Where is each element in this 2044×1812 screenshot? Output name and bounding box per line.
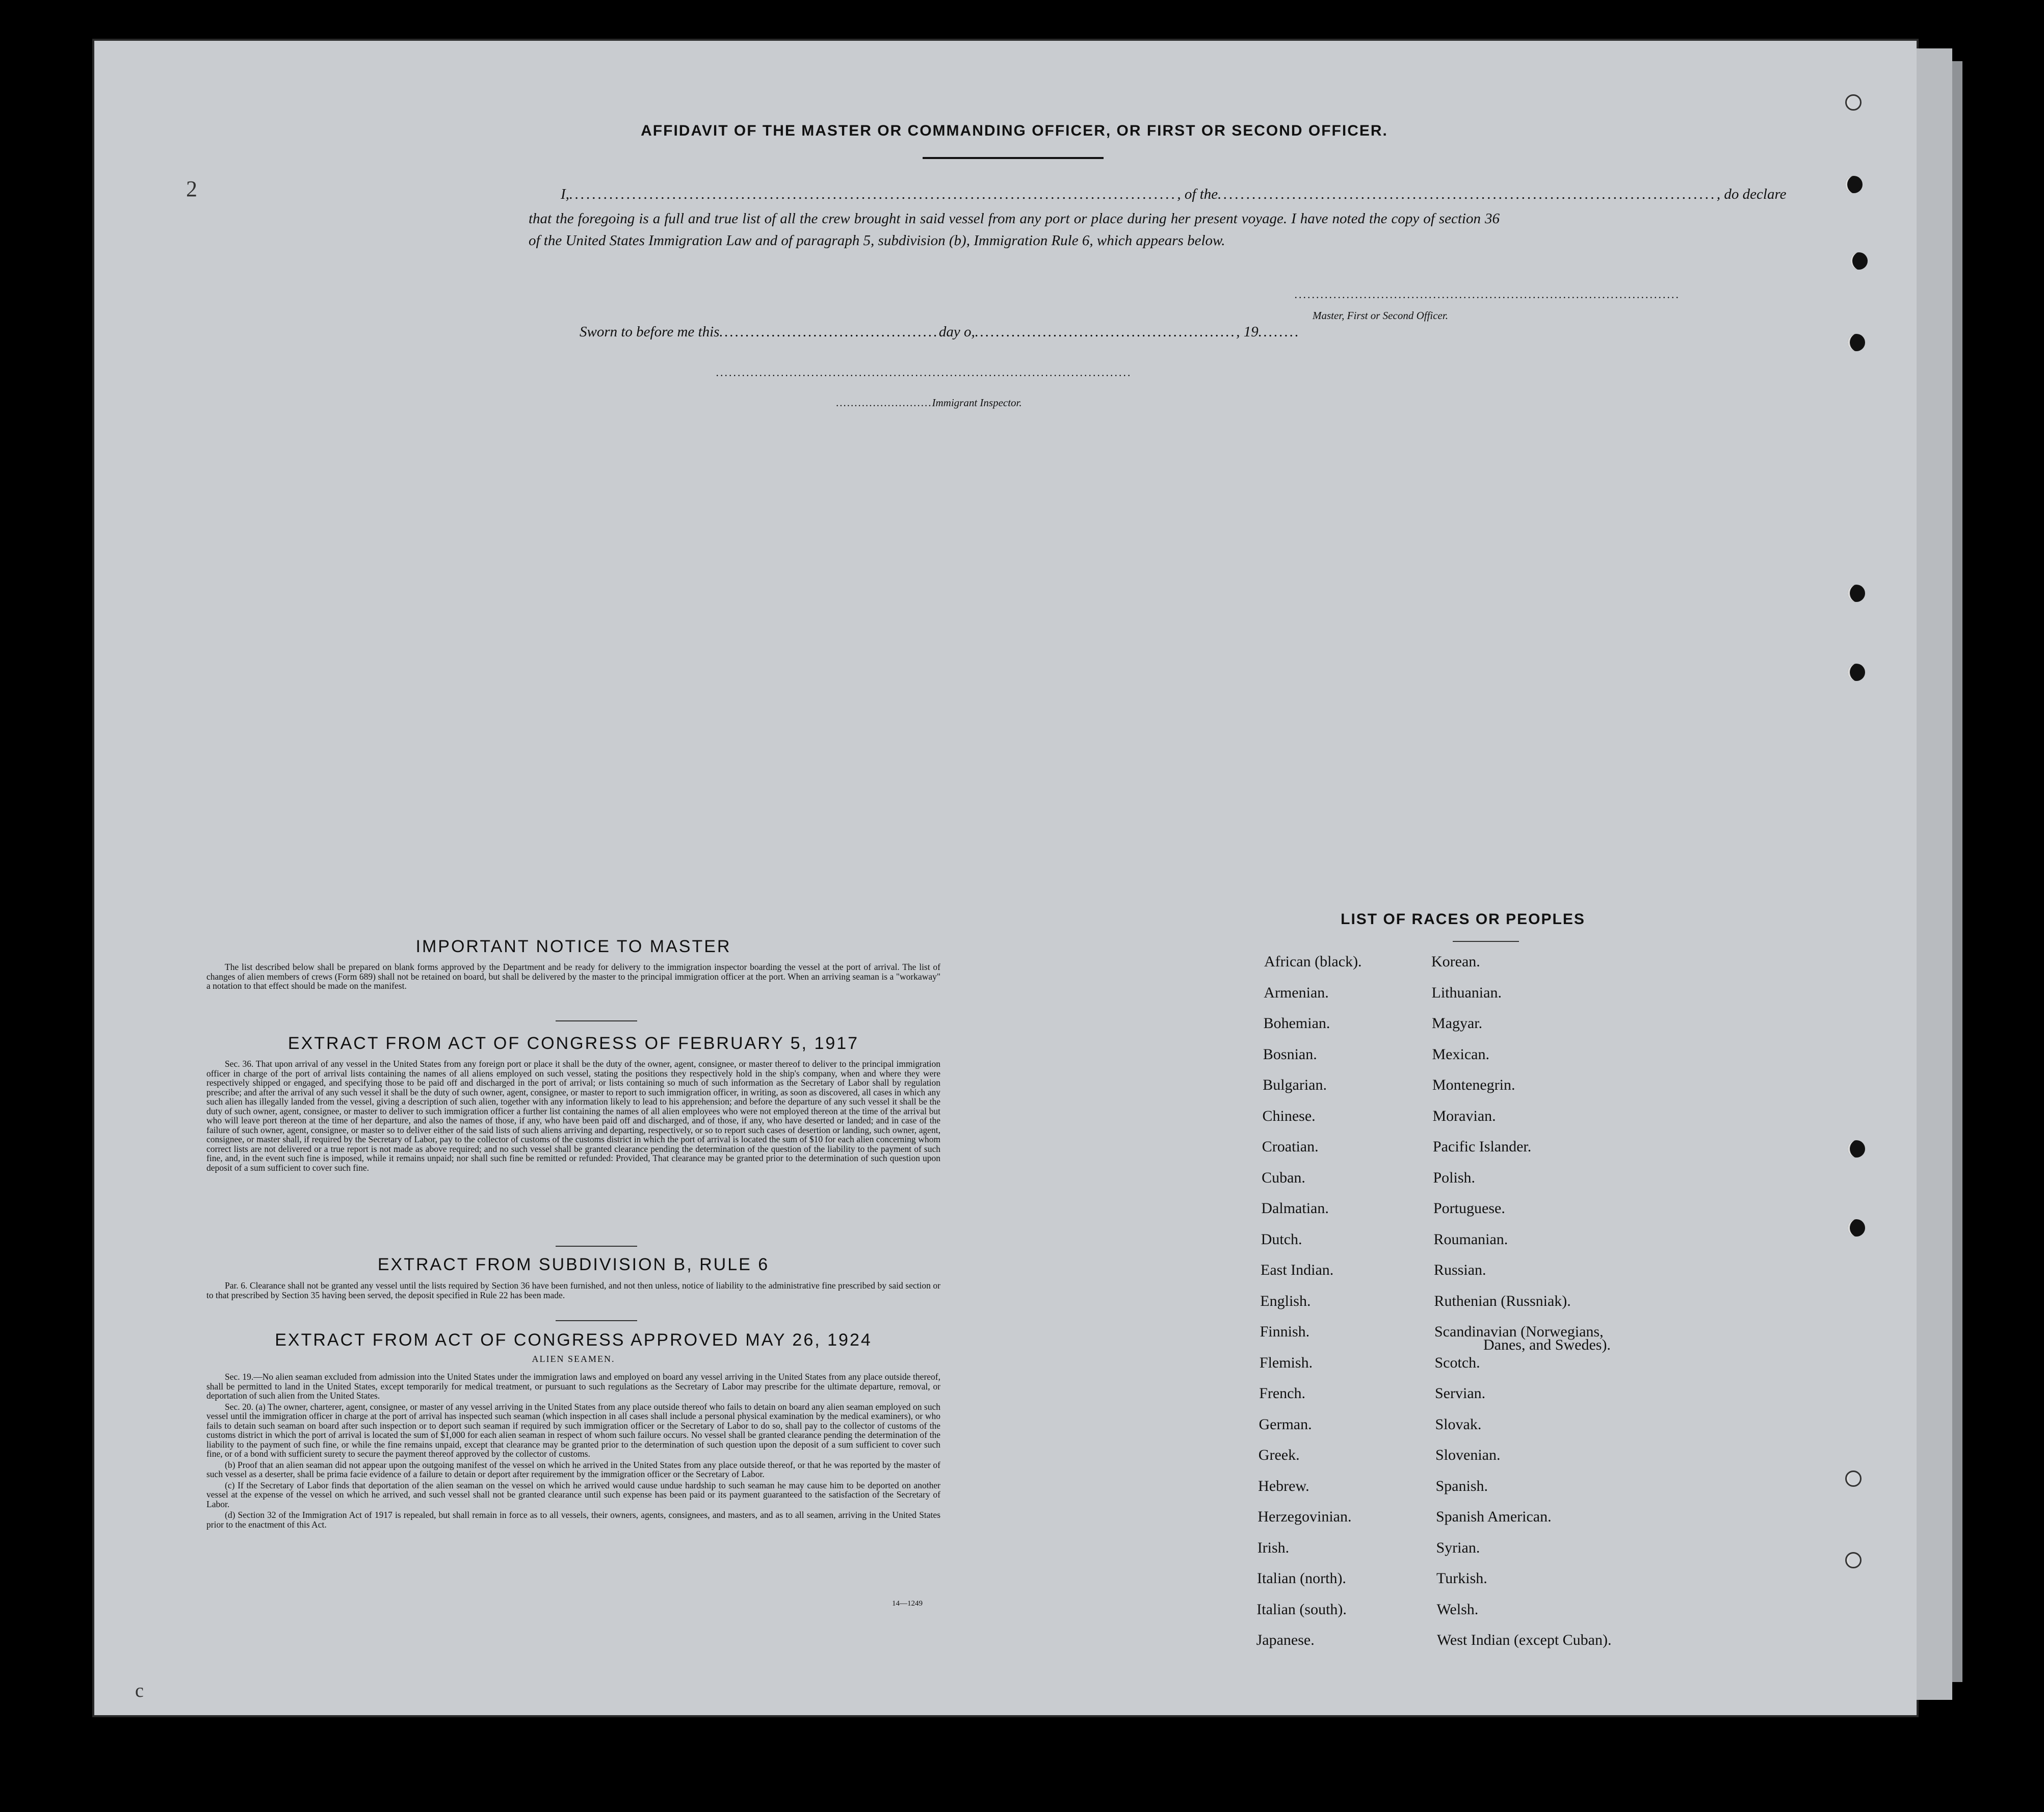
affidavit-body: that the foregoing is a full and true list of all the crew brought in said vessel from any port or place during her present voyage. I have noted the copy of section 36 of the United States Immigration Law and of paragraph 5, subdivision (b), Immigration Rule 6, which appears below. bbox=[529, 211, 1500, 249]
notice-title: IMPORTANT NOTICE TO MASTER bbox=[415, 937, 731, 956]
signature-line: ......................................................................................... bbox=[1295, 288, 1681, 301]
race-item: Dalmatian. bbox=[1261, 1200, 1329, 1217]
inspector-dotted-line: ................................................................................................ bbox=[716, 366, 1132, 379]
race-item: Scotch. bbox=[1434, 1354, 1480, 1371]
race-item: Spanish American. bbox=[1436, 1508, 1552, 1525]
punch-hole bbox=[1848, 585, 1865, 602]
race-item: Italian (south). bbox=[1256, 1600, 1347, 1618]
extract-1924-subtitle: ALIEN SEAMEN. bbox=[532, 1354, 615, 1364]
punch-hole bbox=[1850, 252, 1868, 270]
extract-1917-title: EXTRACT FROM ACT OF CONGRESS OF FEBRUARY 5, 1917 bbox=[287, 1034, 859, 1053]
race-item: Lithuanian. bbox=[1431, 984, 1502, 1001]
race-item-continuation: Danes, and Swedes). bbox=[1483, 1336, 1611, 1353]
race-item: Bohemian. bbox=[1263, 1015, 1330, 1032]
margin-letter-mark: c bbox=[135, 1680, 144, 1701]
page-edge bbox=[1917, 48, 1952, 1700]
races-title: LIST OF RACES OR PEOPLES bbox=[1341, 911, 1585, 928]
punch-hole bbox=[1845, 176, 1863, 193]
races-title-underline bbox=[1453, 941, 1519, 942]
race-item: West Indian (except Cuban). bbox=[1437, 1632, 1612, 1648]
form-number: 14—1249 bbox=[892, 1599, 923, 1608]
race-item: Cuban. bbox=[1262, 1169, 1305, 1186]
affidavit-line-i: I,.........................................................................................................., of the......................................................................................., do declare bbox=[561, 186, 1787, 202]
race-item: Bulgarian. bbox=[1263, 1076, 1327, 1093]
punch-hole bbox=[1845, 1552, 1862, 1568]
race-item: Greek. bbox=[1258, 1447, 1300, 1463]
sworn-line: Sworn to before me this..........................................day o,.................................................., 19........ bbox=[580, 324, 1300, 340]
race-item: Mexican. bbox=[1432, 1045, 1489, 1063]
race-item: Turkish. bbox=[1436, 1570, 1487, 1587]
race-item: Russian. bbox=[1434, 1262, 1486, 1278]
race-item: Scandinavian (Norwegians, bbox=[1434, 1323, 1604, 1340]
race-item: Portuguese. bbox=[1433, 1200, 1505, 1217]
race-item: Finnish. bbox=[1260, 1323, 1310, 1340]
affidavit-title: AFFIDAVIT OF THE MASTER OR COMMANDING OFFICER, OR FIRST OR SECOND OFFICER. bbox=[641, 122, 1388, 139]
race-item: Syrian. bbox=[1436, 1539, 1480, 1556]
race-item: Korean. bbox=[1431, 953, 1480, 970]
extract-1924-title: EXTRACT FROM ACT OF CONGRESS APPROVED MAY 26, 1924 bbox=[275, 1330, 872, 1350]
race-item: Italian (north). bbox=[1257, 1570, 1346, 1587]
punch-hole bbox=[1845, 1470, 1862, 1487]
race-item: Polish. bbox=[1433, 1169, 1476, 1186]
signature-label: Master, First or Second Officer. bbox=[1313, 309, 1448, 322]
title-underline bbox=[923, 157, 1104, 159]
race-item: Roumanian. bbox=[1433, 1230, 1508, 1248]
divider bbox=[556, 1020, 637, 1021]
punch-hole bbox=[1848, 1219, 1865, 1237]
race-item: Hebrew. bbox=[1258, 1477, 1309, 1494]
punch-hole bbox=[1848, 664, 1865, 681]
page-edge-shadow bbox=[1952, 61, 1962, 1682]
race-item: Magyar. bbox=[1432, 1015, 1483, 1032]
inspector-label: ..........................Immigrant Inspector. bbox=[836, 397, 1022, 409]
extract-rule6-text: Par. 6. Clearance shall not be granted any vessel until the lists required by Section 36 have been furnished, and not then unless, notice of liability to the administrative fine prescribed by said section or to that prescribed by Section 35 having been served, the deposit specified in Rule 22 has been made. bbox=[206, 1280, 940, 1300]
race-item: Moravian. bbox=[1432, 1107, 1496, 1124]
extract-1924-text: Sec. 19.—No alien seaman excluded from admission into the United States under the immigration laws and employed on board any vessel arriving in the United States from any place outside thereof, shall be permitted to land in the United States, except temporarily for medical treatment, or pursuant to such regulations as the Secretary of Labor may prescribe for the ultimate departure, removal, or deportation of such alien from the United States. Sec. 20. (a) The owner, charterer, agent, consignee, or master of any vessel arriving in the United States from any place outside thereof who fails to detain on board any alien seaman employed on such vessel until the immigration officer in charge at the port of arrival has inspected such seaman (which inspection in all cases shall include a personal physical examination by the medical examiners), or who fails to detain such seaman on board after such inspection or to deport such seaman if required by such immigration officer or the Secretary of Labor to do so, shall pay to the collector of customs of the customs district in which the port of arrival is located the sum of $1,000 for each alien seaman in respect of whom such failure occurs. No vessel shall be granted clearance pending the determination of the liability to the payment of such fine, or while the fine remains unpaid, except that clearance may be granted prior to the determination of such question upon the deposit of a sum sufficient to cover such fine, or of a bond with sufficient surety to secure the payment thereof approved by the collector of customs. (b) Proof that an alien seaman did not appear upon the outgoing manifest of the vessel on which he arrived in the United States from any place outside thereof, or that he was reported by the master of such vessel as a deserter, shall be prima facie evidence of a failure to detain or deport after requirement by the immigration officer or the Secretary of Labor. (c) If the Secretary of Labor finds that deportation of the alien seaman on the vessel on which he arrived would cause undue hardship to such seaman he may cause him to be deported on another vessel at the expense of the vessel on which he arrived, and such vessel shall not be granted clearance until such expense has been paid or its payment guaranteed to the satisfaction of the Secretary of Labor. (d) Section 32 of the Immigration Act of 1917 is repealed, but shall remain in force as to all vessels, their owners, agents, consignees, and masters, and as to all seamen, arriving in the United States prior to the enactment of this Act. bbox=[206, 1372, 940, 1530]
extract-1917-text: Sec. 36. That upon arrival of any vessel in the United States from any foreign port or place it shall be the duty of the owner, agent, consignee, or master thereof to deliver to the principal immigration officer in charge of the port of arrival lists containing the names of all aliens employed on such vessel, stating the positions they respectively hold in the ship's company, when and where they were respectively shipped or engaged, and specifying those to be paid off and discharged in the port of arrival; or lists containing so much of such information as the Secretary of Labor shall by regulation prescribe; and after the arrival of any such vessel it shall be the duty of such owner, agent, consignee, or master to report to such immigration officer, in writing, as soon as discovered, all cases in which any such alien has illegally landed from the vessel, giving a description of such alien, together with any information likely to lead to his apprehension; and before the departure of any such vessel it shall be the duty of such owner, agent, consignee, or master to deliver to such immigration officer a further list containing the names of all alien employees who were not employed thereon at the time of the arrival but who will leave port thereon at the time of her departure, and also the names of those, if any, who have been paid off and discharged, and of those, if any, who have deserted or landed; and in case of the failure of such owner, agent, consignee, or master so to deliver either of the said lists of such aliens arriving and departing, respectively, or so to report such cases of desertion or landing, such owner, agent, consignee, or master shall, if required by the Secretary of Labor, pay to the collector of customs of the customs district in which the port of arrival is located the sum of $10 for each alien concerning whom correct lists are not delivered or a true report is not made as above required; and no such vessel shall be granted clearance pending the determination of the question of the liability to the payment of such fine, and, in the event such fine is imposed, while it remains unpaid; nor shall such fine be remitted or refunded: Provided, That clearance may be granted prior to the determination of such question upon deposit of a sum sufficient to cover such fine. bbox=[206, 1059, 940, 1173]
margin-number-mark: 2 bbox=[186, 176, 197, 201]
race-item: German. bbox=[1259, 1415, 1312, 1433]
race-item: Chinese. bbox=[1262, 1107, 1316, 1124]
race-item: French. bbox=[1259, 1385, 1305, 1402]
race-item: Pacific Islander. bbox=[1433, 1138, 1532, 1155]
race-item: Japanese. bbox=[1256, 1632, 1315, 1648]
punch-hole bbox=[1848, 1140, 1865, 1158]
race-item: Servian. bbox=[1435, 1385, 1486, 1402]
race-item: Croatian. bbox=[1262, 1138, 1319, 1155]
race-item: African (black). bbox=[1264, 953, 1362, 970]
race-item: East Indian. bbox=[1261, 1262, 1334, 1278]
race-item: Spanish. bbox=[1435, 1477, 1488, 1494]
race-item: Flemish. bbox=[1259, 1354, 1313, 1371]
race-item: Welsh. bbox=[1436, 1600, 1479, 1618]
race-item: Dutch. bbox=[1261, 1230, 1302, 1248]
race-item: Slovenian. bbox=[1435, 1447, 1501, 1463]
race-item: Armenian. bbox=[1264, 984, 1329, 1001]
race-item: Irish. bbox=[1257, 1539, 1290, 1556]
race-item: Ruthenian (Russniak). bbox=[1434, 1292, 1571, 1309]
divider bbox=[556, 1320, 637, 1321]
divider bbox=[556, 1246, 637, 1247]
punch-hole bbox=[1845, 94, 1862, 111]
punch-hole bbox=[1848, 334, 1865, 351]
race-item: Herzegovinian. bbox=[1257, 1508, 1352, 1525]
extract-rule6-title: EXTRACT FROM SUBDIVISION B, RULE 6 bbox=[377, 1255, 770, 1274]
race-item: Slovak. bbox=[1435, 1415, 1482, 1433]
notice-text: The list described below shall be prepared on blank forms approved by the Department and be ready for delivery to the immigration inspector boarding the vessel at the port of arrival. The list of changes of alien members of crews (Form 689) shall not be retained on board, but shall be delivered by the master to the principal immigration officer at the port. When an arriving seaman is a "workaway" a notation to that effect should be made on the manifest. bbox=[206, 962, 940, 991]
race-item: English. bbox=[1260, 1292, 1311, 1309]
race-item: Montenegrin. bbox=[1432, 1076, 1515, 1093]
race-item: Bosnian. bbox=[1263, 1045, 1317, 1063]
